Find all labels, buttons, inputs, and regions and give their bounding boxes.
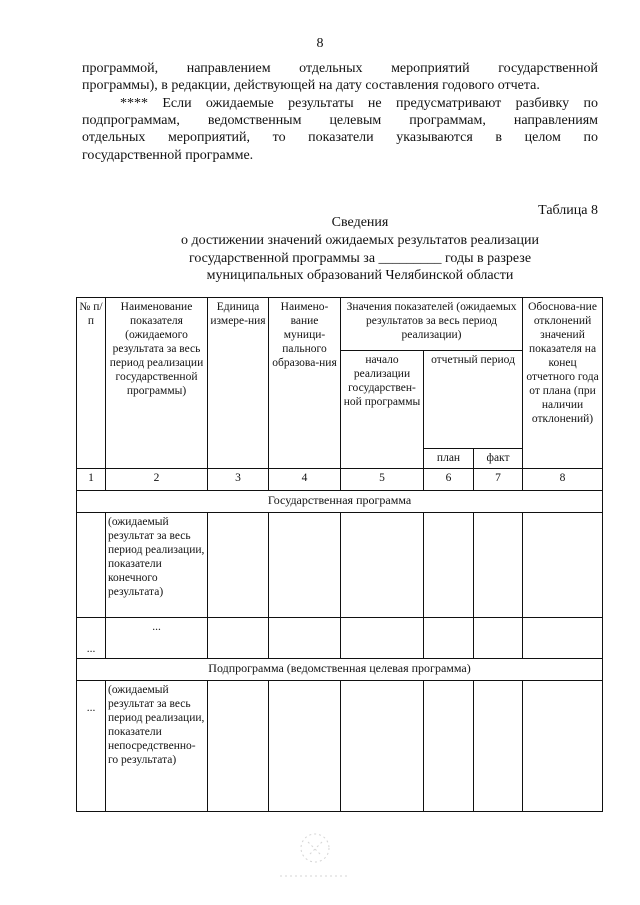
indicator-cell: (ожидаемый результат за весь период реализации, показатели конечного результата) [106, 513, 208, 618]
header-plan: план [424, 449, 474, 469]
footnote-line: государственной программе. [82, 148, 254, 163]
row-number: ... [77, 618, 106, 659]
column-number: 1 [77, 469, 106, 491]
column-number-row [77, 469, 603, 491]
header-unit: Единица измере-ния [208, 298, 269, 469]
column-number: 8 [523, 469, 603, 491]
indicator-cell: (ожидаемый результат за весь период реализации, показатели непосредственно-го результата) [106, 681, 208, 812]
title-heading: Сведения [331, 215, 389, 230]
page-number: 8 [316, 36, 324, 51]
indicator-cell: ... [106, 618, 208, 659]
table-row [77, 618, 603, 659]
section-subprogram: Подпрограмма (ведомственная целевая программа) [77, 659, 603, 681]
table-label: Таблица 8 [538, 203, 598, 218]
header-values-group: Значения показателей (ожидаемых результатов за весь период реализации) [341, 298, 523, 351]
column-number: 5 [341, 469, 424, 491]
row-number: ... [77, 681, 106, 812]
title-line: муниципальных образований Челябинской области [206, 268, 514, 283]
column-number: 3 [208, 469, 269, 491]
header-deviation-reason: Обоснова-ние отклонений значений показателя на конец отчетного года от плана (при наличии отклонений) [523, 298, 603, 469]
column-number: 7 [474, 469, 523, 491]
section-state-program: Государственная программа [77, 491, 603, 513]
title-line: государственной программы за _________ годы в разрезе [188, 251, 532, 266]
header-number: № п/п [77, 298, 106, 469]
header-row [77, 298, 603, 351]
intro-line: программы), в редакции, действующей на дату составления годового отчета. [82, 78, 540, 93]
column-number: 2 [106, 469, 208, 491]
title-line: о достижении значений ожидаемых результатов реализации [181, 233, 539, 248]
header-municipality: Наимено-вание муници-пального образова-ния [269, 298, 341, 469]
table-row [77, 513, 603, 618]
section-row [77, 491, 603, 513]
table-row [77, 681, 603, 812]
header-report-period: отчетный период [424, 351, 523, 449]
footnote-line: подпрограммам, ведомственным целевым программам, направлениям [82, 113, 598, 128]
faint-stamp [270, 826, 360, 886]
header-start-value: начало реализации государствен-ной программы [341, 351, 424, 469]
footnote-line: **** Если ожидаемые результаты не предусматривают разбивку по [120, 96, 598, 111]
section-row [77, 659, 603, 681]
footnote-line: отдельных мероприятий, то показатели указываются в целом по [82, 130, 598, 145]
header-fact: факт [474, 449, 523, 469]
intro-line: программой, направлением отдельных мероприятий государственной [82, 61, 598, 76]
column-number: 6 [424, 469, 474, 491]
header-indicator-name: Наименование показателя (ожидаемого результата за весь период реализации государственной программы) [106, 298, 208, 469]
results-table [76, 297, 603, 812]
column-number: 4 [269, 469, 341, 491]
